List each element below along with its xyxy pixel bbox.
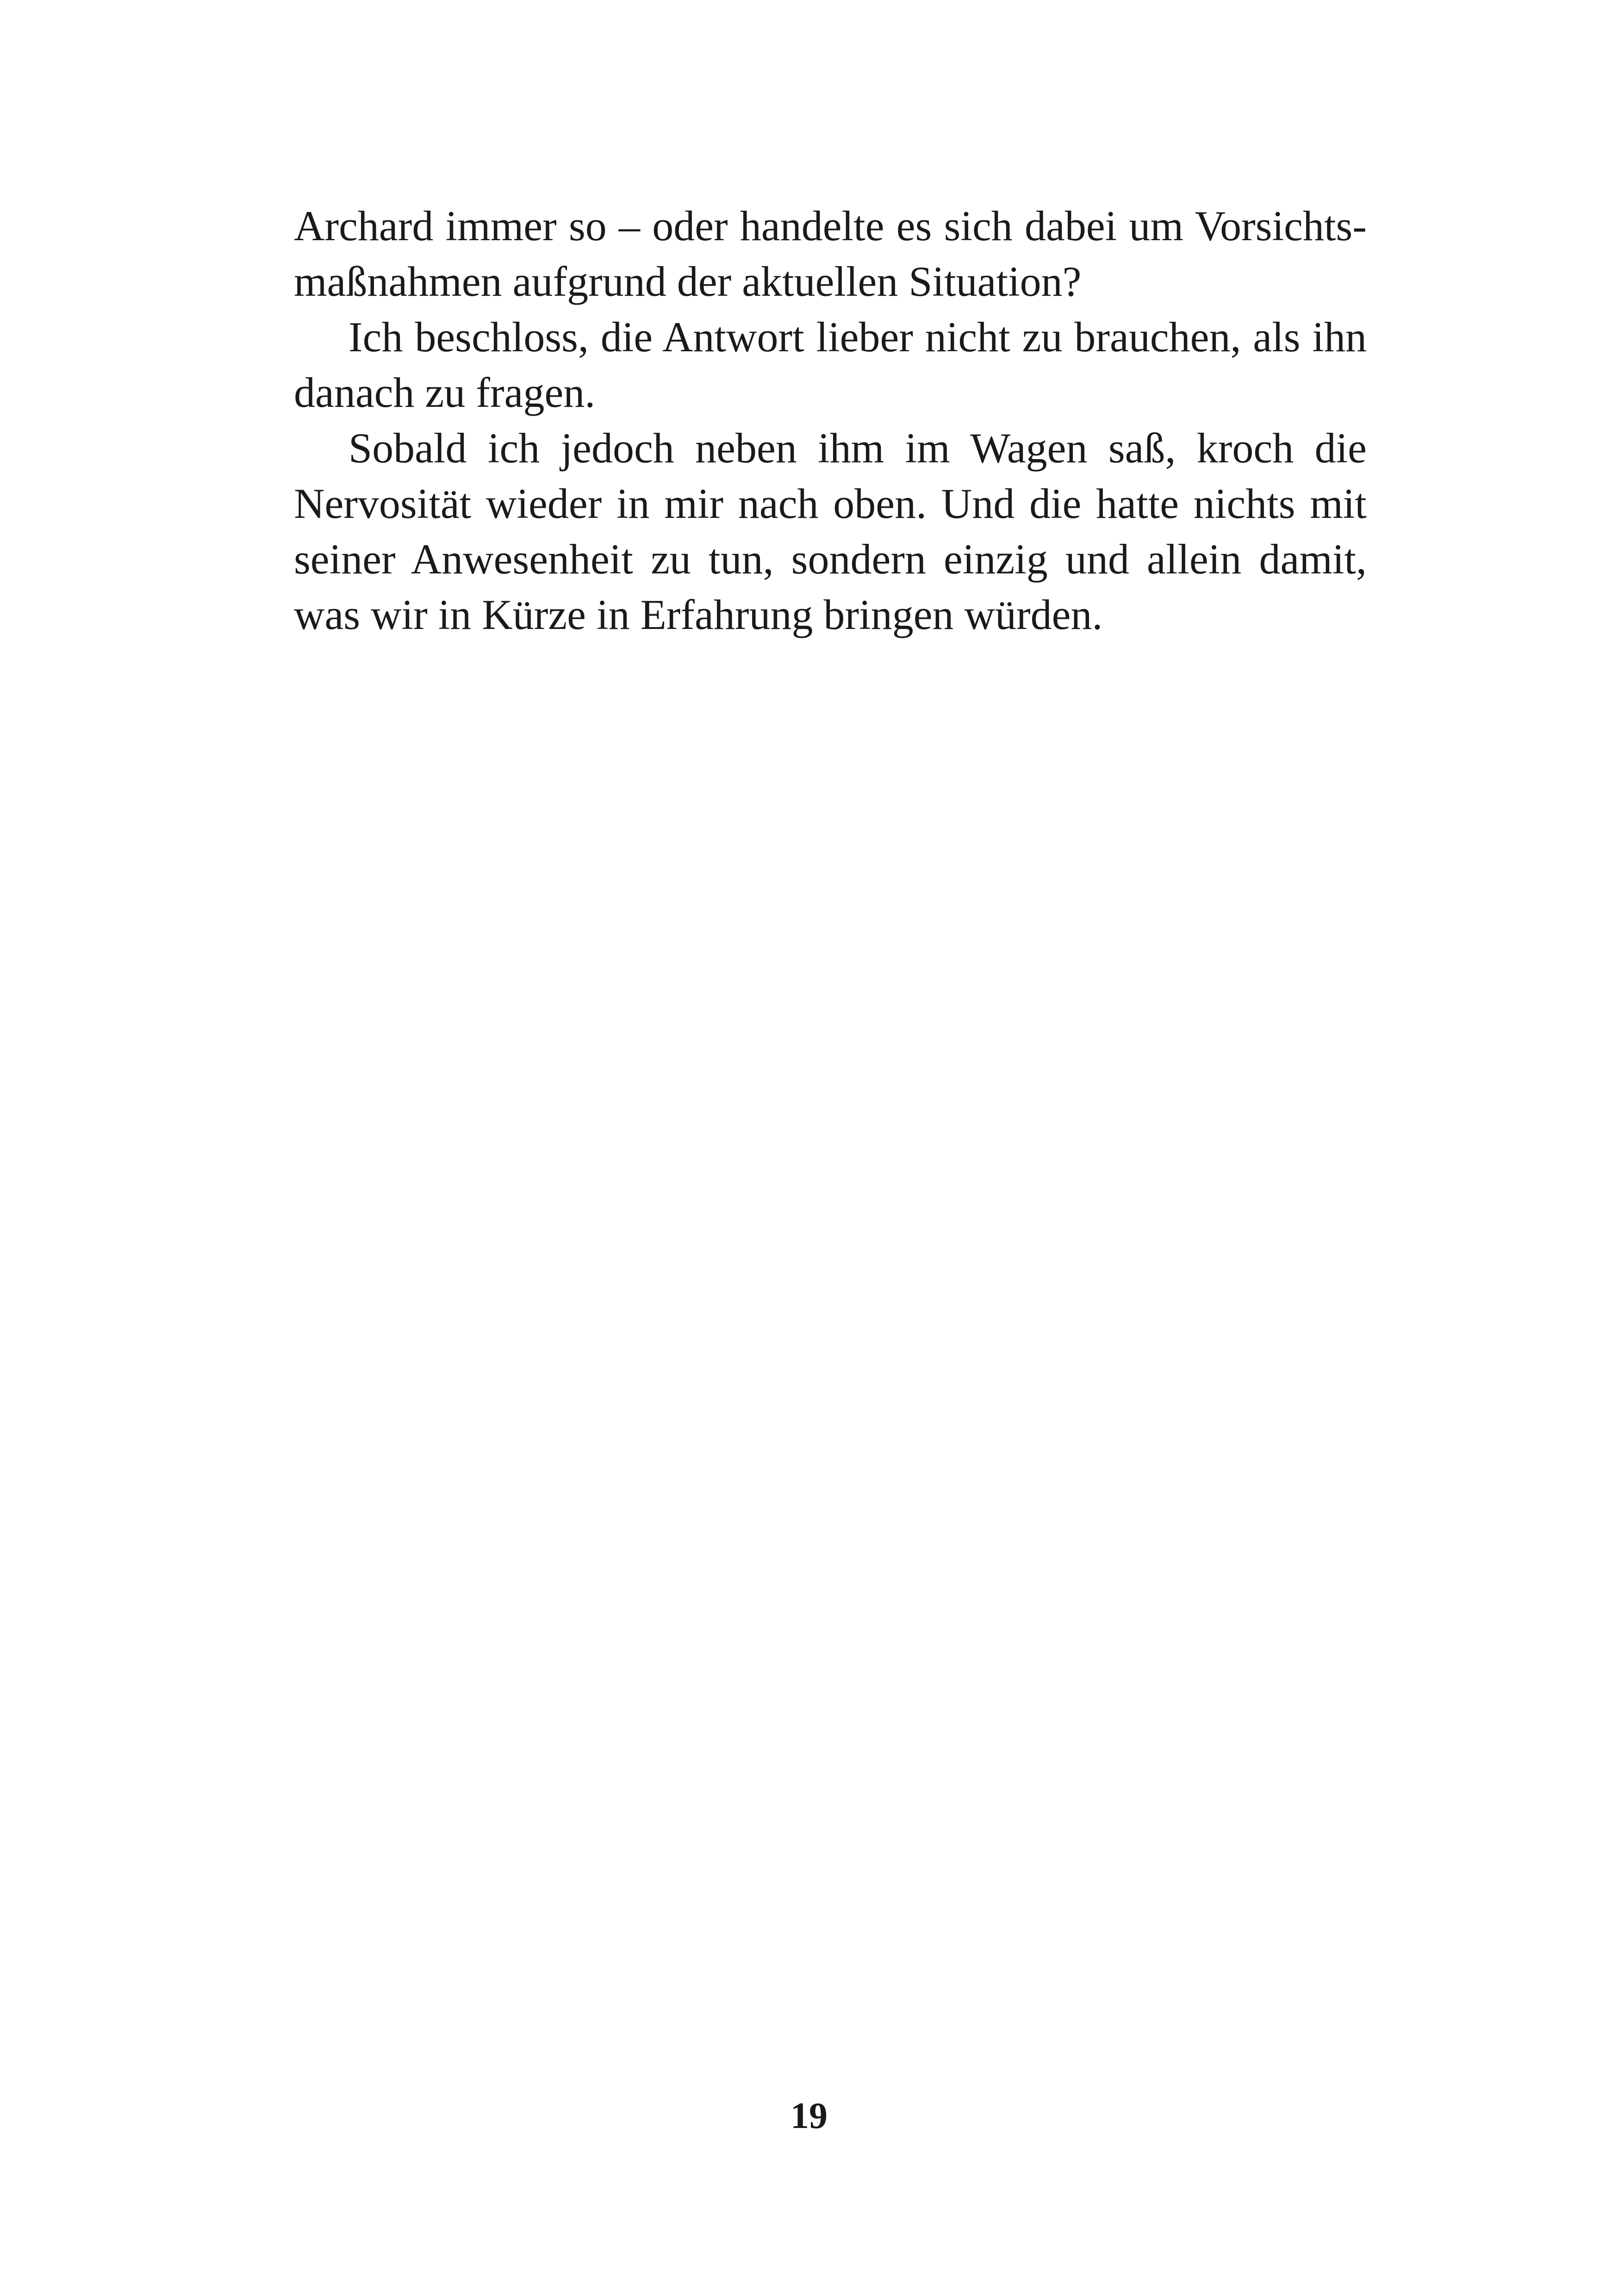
text-line: Nervosität wieder in mir nach oben. Und die hatte nichts mit	[294, 480, 1367, 527]
text-line: Ich beschloss, die Antwort lieber nicht zu brauchen, als ihn	[348, 313, 1367, 361]
paragraph-3	[294, 420, 1367, 642]
body-text	[294, 198, 1367, 642]
paragraph-2	[294, 309, 1367, 420]
paragraph-1	[294, 198, 1367, 309]
text-line: Archard immer so – oder handelte es sich dabei um Vorsichts-	[294, 202, 1367, 249]
text-line: Sobald ich jedoch neben ihm im Wagen saß, kroch die	[348, 424, 1367, 472]
text-line: danach zu fragen.	[294, 369, 596, 416]
text-line: maßnahmen aufgrund der aktuellen Situation?	[294, 258, 1082, 305]
text-line: was wir in Kürze in Erfahrung bringen würden.	[294, 591, 1103, 638]
text-line: seiner Anwesenheit zu tun, sondern einzig und allein damit,	[294, 535, 1367, 583]
page-number: 19	[790, 2096, 828, 2136]
